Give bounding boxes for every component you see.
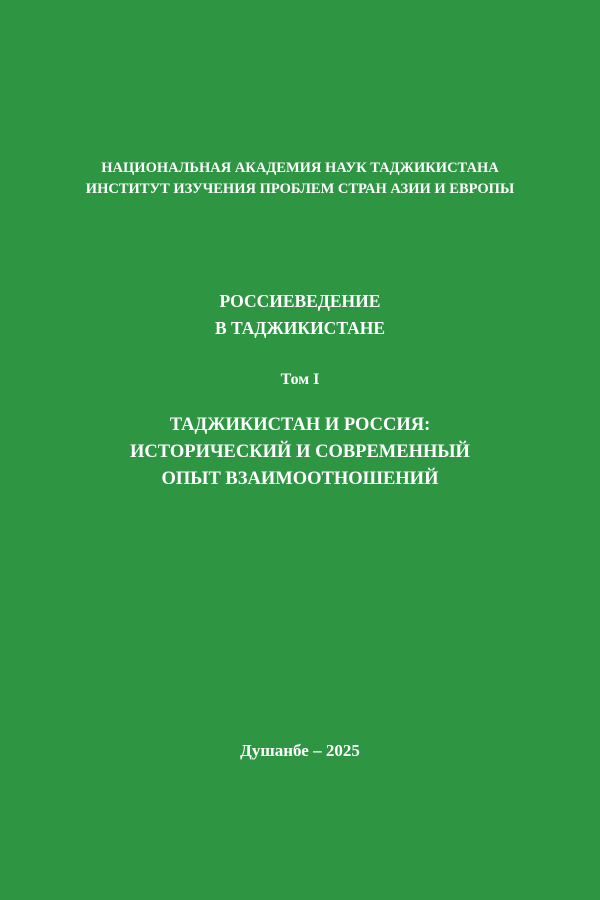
book-title-line-3: ОПЫТ ВЗАИМООТНОШЕНИЙ	[161, 469, 439, 489]
imprint-place-year: Душанбе – 2025	[240, 741, 360, 760]
series-title-line-2: В ТАДЖИКИСТАНЕ	[214, 318, 386, 338]
series-title-line-1: РОССИЕВЕДЕНИЕ	[219, 291, 381, 311]
organization-line-1: НАЦИОНАЛЬНАЯ АКАДЕМИЯ НАУК ТАДЖИКИСТАНА	[101, 160, 499, 176]
organization-line-2: ИНСТИТУТ ИЗУЧЕНИЯ ПРОБЛЕМ СТРАН АЗИИ И ЕВРОПЫ	[85, 181, 515, 197]
book-title-line-1: ТАДЖИКИСТАН И РОССИЯ:	[169, 415, 431, 435]
volume-label: Том I	[280, 371, 320, 388]
book-title-line-2: ИСТОРИЧЕСКИЙ И СОВРЕМЕННЫЙ	[130, 442, 470, 462]
